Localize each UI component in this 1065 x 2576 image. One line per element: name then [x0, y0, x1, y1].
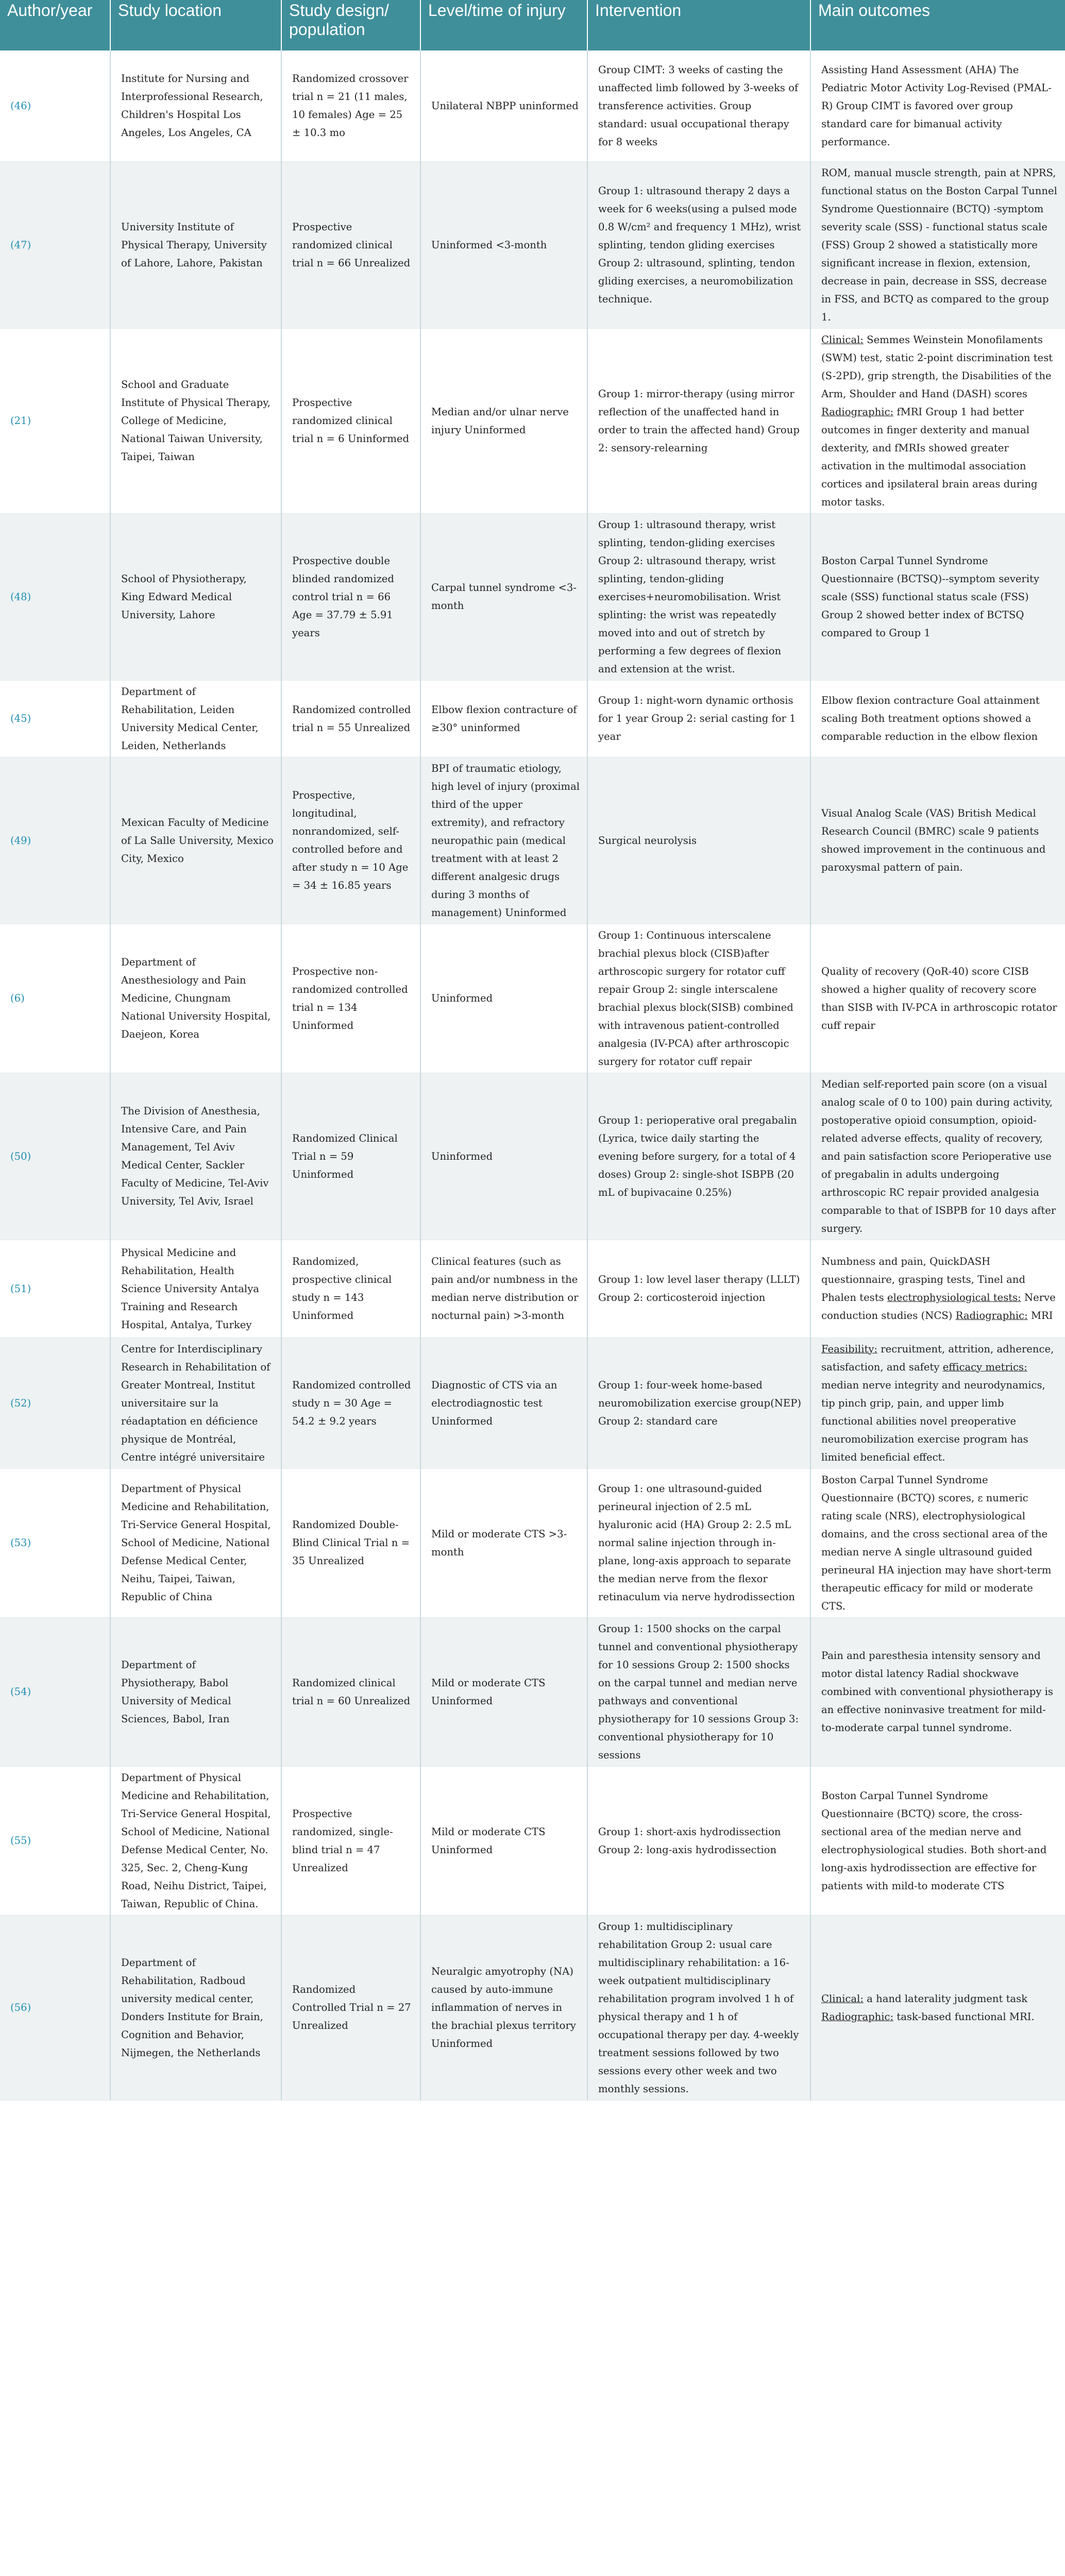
table-header-row	[0, 0, 1065, 50]
outcome-text: Visual Analog Scale (VAS) British Medical Research Council (BMRC) scale 9 patients showed improvement in the continuous and paroxysmal pattern of pain.	[821, 807, 1046, 873]
table-row	[0, 328, 1065, 513]
reference-cell[interactable]: (21)	[0, 328, 110, 513]
table-row	[0, 1766, 1065, 1915]
outcome-category-label: Clinical:	[821, 1992, 864, 2005]
reference-cell[interactable]: (54)	[0, 1617, 110, 1766]
outcome-text: Semmes Weinstein Monofilaments (SWM) test, static 2-point discrimination test (S-2PD), grip strength, the Disabilities of the Arm, Shoulder and Hand (DASH) scores	[821, 333, 1053, 400]
outcome-text: MRI	[1027, 1310, 1053, 1321]
study-design-cell: Randomized controlled trial n = 55 Unrealized	[281, 680, 420, 757]
intervention-cell: Group 1: mirror-therapy (using mirror reflection of the unaffected hand in order to train the affected hand) Group 2: sensory-relearning	[587, 328, 810, 513]
level-time-cell: Uninformed <3-month	[420, 161, 587, 328]
intervention-cell: Group 1: ultrasound therapy 2 days a week for 6 weeks(using a pulsed mode 0.8 W/cm² and frequency 1 MHz), wrist splinting, tendon gliding exercises Group 2: ultrasound, splinting, tendon gliding exercises, a neuromobilization technique.	[587, 161, 810, 328]
level-time-cell: Diagnostic of CTS via an electrodiagnostic test Uninformed	[420, 1337, 587, 1468]
header-author-year: Author/year	[0, 0, 110, 50]
level-time-cell: Neuralgic amyotrophy (NA) caused by auto-immune inflammation of nerves in the brachial plexus territory Uninformed	[420, 1915, 587, 2100]
study-design-cell: Randomized Double-Blind Clinical Trial n = 35 Unrealized	[281, 1468, 420, 1617]
study-location-cell: Mexican Faculty of Medicine of La Salle University, Mexico City, Mexico	[110, 757, 281, 924]
outcome-text: median nerve integrity and neurodynamics, tip pinch grip, pain, and upper limb functional abilities novel preoperative neuromobilization exercise program has limited beneficial effect.	[821, 1379, 1045, 1463]
level-time-cell: Carpal tunnel syndrome <3-month	[420, 513, 587, 680]
intervention-cell: Group CIMT: 3 weeks of casting the unaffected limb followed by 3-weeks of transference activities. Group standard: usual occupational therapy for 8 weeks	[587, 50, 810, 161]
level-time-cell: Clinical features (such as pain and/or numbness in the median nerve distribution or nocturnal pain) >3-month	[420, 1240, 587, 1337]
table-row	[0, 50, 1065, 161]
outcome-text: Elbow flexion contracture Goal attainment scaling Both treatment options showed a comparable reduction in the elbow flexion	[821, 694, 1040, 742]
table-row	[0, 1337, 1065, 1468]
table-row	[0, 1915, 1065, 2100]
table-row	[0, 1073, 1065, 1240]
study-design-cell: Prospective, longitudinal, nonrandomized, self-controlled before and after study n = 10 Age = 34 ± 16.85 years	[281, 757, 420, 924]
header-level-time: Level/time of injury	[420, 0, 587, 50]
level-time-cell: Mild or moderate CTS Uninformed	[420, 1617, 587, 1766]
intervention-cell: Group 1: four-week home-based neuromobilization exercise group(NEP) Group 2: standard care	[587, 1337, 810, 1468]
intervention-cell: Group 1: Continuous interscalene brachial plexus block (CISB)after arthroscopic surgery for rotator cuff repair Group 2: single interscalene brachial plexus block(SISB) combined with intravenous patient-controlled analgesia (IV-PCA) after arthroscopic surgery for rotator cuff repair	[587, 924, 810, 1073]
study-location-cell: Department of Rehabilitation, Leiden University Medical Center, Leiden, Netherlands	[110, 680, 281, 757]
table-row	[0, 1617, 1065, 1766]
study-design-cell: Prospective randomized clinical trial n = 66 Unrealized	[281, 161, 420, 328]
intervention-cell: Group 1: one ultrasound-guided perineural injection of 2.5 mL hyaluronic acid (HA) Group 2: 2.5 mL normal saline injection through in-plane, long-axis approach to separate the median nerve from the flexor retinaculum via nerve hydrodissection	[587, 1468, 810, 1617]
study-design-cell: Randomized clinical trial n = 60 Unrealized	[281, 1617, 420, 1766]
outcome-category-label: Radiographic:	[821, 2010, 894, 2023]
header-study-location: Study location	[110, 0, 281, 50]
outcome-text: Pain and paresthesia intensity sensory and motor distal latency Radial shockwave combined with conventional physiotherapy is an effective noninvasive treatment for mild-to-moderate carpal tunnel syndrome.	[821, 1650, 1053, 1734]
intervention-cell: Group 1: ultrasound therapy, wrist splinting, tendon-gliding exercises Group 2: ultrasound therapy, wrist splinting, tendon-gliding exercises+neuromobilisation. Wrist splinting: the wrist was repeatedly moved into and out of stretch by performing a few degrees of flexion and extension at the wrist.	[587, 513, 810, 680]
main-outcomes-cell	[810, 924, 1065, 1073]
outcome-text: Median self-reported pain score (on a visual analog scale of 0 to 100) pain during activity, postoperative opioid consumption, opioid-related adverse effects, quality of recovery, and pain satisfaction score Perioperative use of pregabalin in adults undergoing arthroscopic RC repair provided analgesia comparable to that of ISBPB for 10 days after surgery.	[821, 1078, 1056, 1234]
table-row	[0, 513, 1065, 680]
main-outcomes-cell	[810, 1468, 1065, 1617]
study-location-cell: Centre for Interdisciplinary Research in Rehabilitation of Greater Montreal, Institut universitaire sur la réadaptation en déficience physique de Montréal, Centre intégré universitaire	[110, 1337, 281, 1468]
outcome-text: task-based functional MRI.	[893, 2010, 1035, 2023]
table-row	[0, 161, 1065, 328]
study-location-cell: Institute for Nursing and Interprofessional Research, Children's Hospital Los Angeles, Los Angeles, CA	[110, 50, 281, 161]
header-intervention: Intervention	[587, 0, 810, 50]
study-design-cell: Prospective randomized, single-blind trial n = 47 Unrealized	[281, 1766, 420, 1915]
table-row	[0, 924, 1065, 1073]
reference-cell[interactable]: (52)	[0, 1337, 110, 1468]
outcome-category-label: Clinical:	[821, 333, 864, 346]
study-location-cell: Physical Medicine and Rehabilitation, Health Science University Antalya Training and Research Hospital, Antalya, Turkey	[110, 1240, 281, 1337]
outcome-text: a hand laterality judgment task	[863, 1992, 1028, 2005]
study-location-cell: Department of Rehabilitation, Radboud university medical center, Donders Institute for Brain, Cognition and Behavior, Nijmegen, the Netherlands	[110, 1915, 281, 2100]
study-design-cell: Randomized Controlled Trial n = 27 Unrealized	[281, 1915, 420, 2100]
outcome-category-label: Radiographic:	[821, 405, 894, 418]
main-outcomes-cell	[810, 1915, 1065, 2100]
outcome-category-label: efficacy metrics:	[942, 1361, 1027, 1373]
study-location-cell: Department of Anesthesiology and Pain Medicine, Chungnam National University Hospital, Daejeon, Korea	[110, 924, 281, 1073]
study-location-cell: The Division of Anesthesia, Intensive Care, and Pain Management, Tel Aviv Medical Center, Sackler Faculty of Medicine, Tel-Aviv University, Tel Aviv, Israel	[110, 1073, 281, 1240]
study-location-cell: Department of Physiotherapy, Babol University of Medical Sciences, Babol, Iran	[110, 1617, 281, 1766]
level-time-cell: Uninformed	[420, 1073, 587, 1240]
reference-cell[interactable]: (56)	[0, 1915, 110, 2100]
outcome-text: recruitment, attrition, adherence, satisfaction, and safety	[821, 1343, 1054, 1373]
outcome-text: Boston Carpal Tunnel Syndrome Questionnaire (BCTSQ)--symptom severity scale (SSS) functional status scale (FSS) Group 2 showed better index of BCTSQ compared to Group 1	[821, 554, 1040, 639]
study-location-cell: Department of Physical Medicine and Rehabilitation, Tri-Service General Hospital, School of Medicine, National Defense Medical Center, No. 325, Sec. 2, Cheng-Kung Road, Neihu District, Taipei, Taiwan, Republic of China.	[110, 1766, 281, 1915]
outcome-text: Numbness and pain, QuickDASH questionnaire, grasping tests, Tinel and Phalen tests	[821, 1256, 1025, 1303]
main-outcomes-cell	[810, 328, 1065, 513]
reference-cell[interactable]: (48)	[0, 513, 110, 680]
level-time-cell: Unilateral NBPP uninformed	[420, 50, 587, 161]
study-location-cell: School and Graduate Institute of Physical Therapy, College of Medicine, National Taiwan University, Taipei, Taiwan	[110, 328, 281, 513]
level-time-cell: Mild or moderate CTS Uninformed	[420, 1766, 587, 1915]
intervention-cell: Group 1: low level laser therapy (LLLT) Group 2: corticosteroid injection	[587, 1240, 810, 1337]
study-location-cell: Department of Physical Medicine and Rehabilitation, Tri-Service General Hospital, School of Medicine, National Defense Medical Center, Neihu, Taipei, Taiwan, Republic of China	[110, 1468, 281, 1617]
reference-cell[interactable]: (6)	[0, 924, 110, 1073]
study-design-cell: Prospective double blinded randomized control trial n = 66 Age = 37.79 ± 5.91 years	[281, 513, 420, 680]
study-design-cell: Prospective randomized clinical trial n = 6 Uninformed	[281, 328, 420, 513]
outcome-text: Assisting Hand Assessment (AHA) The Pediatric Motor Activity Log-Revised (PMAL-R) Group CIMT is favored over group standard care for bimanual activity performance.	[821, 63, 1052, 148]
main-outcomes-cell	[810, 161, 1065, 328]
intervention-cell: Group 1: 1500 shocks on the carpal tunnel and conventional physiotherapy for 10 sessions Group 2: 1500 shocks on the carpal tunnel and median nerve pathways and conventional physiotherapy for 10 sessions Group 3: conventional physiotherapy for 10 sessions	[587, 1617, 810, 1766]
level-time-cell: Elbow flexion contracture of ≥30° uninformed	[420, 680, 587, 757]
study-design-cell: Randomized Clinical Trial n = 59 Uninformed	[281, 1073, 420, 1240]
header-main-outcomes: Main outcomes	[810, 0, 1065, 50]
reference-cell[interactable]: (50)	[0, 1073, 110, 1240]
reference-cell[interactable]: (47)	[0, 161, 110, 328]
main-outcomes-cell	[810, 757, 1065, 924]
table-body	[0, 50, 1065, 2100]
header-study-design: Study design/ population	[281, 0, 420, 50]
outcome-text: fMRI Group 1 had better outcomes in finger dexterity and manual dexterity, and fMRIs showed greater activation in the multimodal association cortices and ipsilateral brain areas during motor tasks.	[821, 405, 1038, 508]
table-row	[0, 1240, 1065, 1337]
intervention-cell: Group 1: short-axis hydrodissection Group 2: long-axis hydrodissection	[587, 1766, 810, 1915]
main-outcomes-cell	[810, 680, 1065, 757]
outcome-category-label: Radiographic:	[955, 1310, 1028, 1321]
intervention-cell: Group 1: multidisciplinary rehabilitation Group 2: usual care multidisciplinary rehabilitation: a 16-week outpatient multidisciplinary rehabilitation program involved 1 h of physical therapy and 1 h of occupational therapy per day. 4-weekly treatment sessions followed by two sessions every other week and two monthly sessions.	[587, 1915, 810, 2100]
intervention-cell: Surgical neurolysis	[587, 757, 810, 924]
outcome-category-label: electrophysiological tests:	[887, 1292, 1021, 1303]
reference-cell[interactable]: (45)	[0, 680, 110, 757]
main-outcomes-cell	[810, 1073, 1065, 1240]
study-design-cell: Randomized controlled study n = 30 Age = 54.2 ± 9.2 years	[281, 1337, 420, 1468]
reference-cell[interactable]: (46)	[0, 50, 110, 161]
study-location-cell: University Institute of Physical Therapy, University of Lahore, Lahore, Pakistan	[110, 161, 281, 328]
table-row	[0, 680, 1065, 757]
study-design-cell: Randomized crossover trial n = 21 (11 males, 10 females) Age = 25 ± 10.3 mo	[281, 50, 420, 161]
main-outcomes-cell	[810, 1240, 1065, 1337]
reference-cell[interactable]: (49)	[0, 757, 110, 924]
study-design-cell: Prospective non-randomized controlled trial n = 134 Uninformed	[281, 924, 420, 1073]
reference-cell[interactable]: (55)	[0, 1766, 110, 1915]
main-outcomes-cell	[810, 513, 1065, 680]
main-outcomes-cell	[810, 1337, 1065, 1468]
outcome-text: Boston Carpal Tunnel Syndrome Questionnaire (BCTQ) score, the cross-sectional area of the median nerve and electrophysiological studies. Both short-and long-axis hydrodissection are effective for patients with mild-to moderate CTS	[821, 1789, 1047, 1892]
study-location-cell: School of Physiotherapy, King Edward Medical University, Lahore	[110, 513, 281, 680]
level-time-cell: BPI of traumatic etiology, high level of injury (proximal third of the upper extremity), and refractory neuropathic pain (medical treatment with at least 2 different analgesic drugs during 3 months of management) Uninformed	[420, 757, 587, 924]
level-time-cell: Median and/or ulnar nerve injury Uninformed	[420, 328, 587, 513]
reference-cell[interactable]: (51)	[0, 1240, 110, 1337]
outcome-text: Boston Carpal Tunnel Syndrome Questionnaire (BCTQ) scores, ε numeric rating scale (NRS), electrophysiological domains, and the cross sectional area of the median nerve A single ultrasound guided perineural HA injection may have short-term therapeutic efficacy for mild or moderate CTS.	[821, 1473, 1052, 1612]
main-outcomes-cell	[810, 1617, 1065, 1766]
outcome-category-label: Feasibility:	[821, 1343, 878, 1355]
study-design-cell: Randomized, prospective clinical study n = 143 Uninformed	[281, 1240, 420, 1337]
intervention-cell: Group 1: perioperative oral pregabalin (Lyrica, twice daily starting the evening before surgery, for a total of 4 doses) Group 2: single-shot ISBPB (20 mL of bupivacaine 0.25%)	[587, 1073, 810, 1240]
main-outcomes-cell	[810, 50, 1065, 161]
intervention-cell: Group 1: night-worn dynamic orthosis for 1 year Group 2: serial casting for 1 year	[587, 680, 810, 757]
outcome-text: Quality of recovery (QoR-40) score CISB showed a higher quality of recovery score than SISB with IV-PCA in arthroscopic rotator cuff repair	[821, 965, 1057, 1031]
level-time-cell: Uninformed	[420, 924, 587, 1073]
outcome-text: ROM, manual muscle strength, pain at NPRS, functional status on the Boston Carpal Tunnel Syndrome Questionnaire (BCTQ) -symptom severity scale (SSS) - functional status scale (FSS) Group 2 showed a statistically more significant increase in flexion, extension, decrease in pain, decrease in SSS, decrease in FSS, and BCTQ as compared to the group 1.	[821, 166, 1057, 323]
level-time-cell: Mild or moderate CTS >3-month	[420, 1468, 587, 1617]
reference-cell[interactable]: (53)	[0, 1468, 110, 1617]
outcome-text: Nerve conduction studies (NCS)	[821, 1292, 1056, 1321]
table-row	[0, 757, 1065, 924]
main-outcomes-cell	[810, 1766, 1065, 1915]
table-row	[0, 1468, 1065, 1617]
